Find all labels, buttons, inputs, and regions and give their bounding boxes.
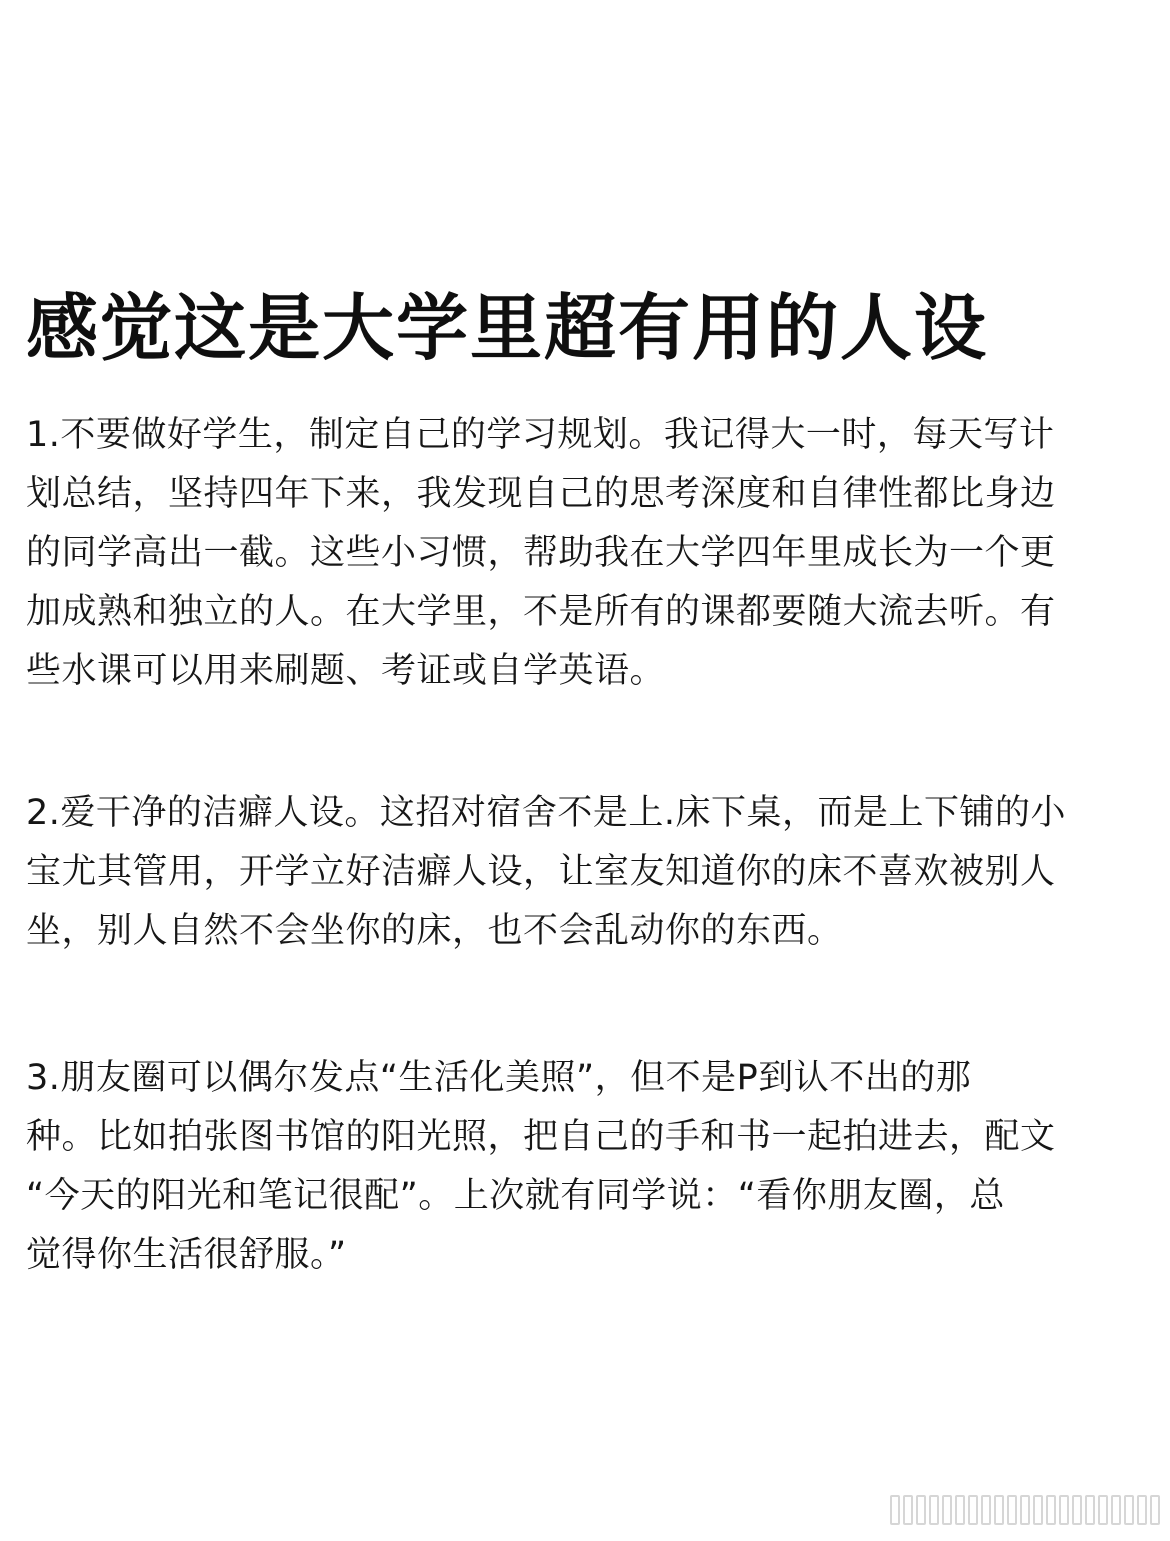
barcode-watermark-icon (890, 1497, 1160, 1525)
page-title: 感觉这是大学里超有用的人设 (26, 286, 989, 370)
paragraph-1 (26, 406, 1146, 701)
paragraph-line: 1.不要做好学生，制定自己的学习规划。我记得大一时，每天写计 (26, 415, 1055, 455)
paragraph-line: 加成熟和独立的人。在大学里，不是所有的课都要随大流去听。有 (26, 592, 1056, 632)
paragraph-3 (26, 1049, 1146, 1285)
paragraph-line: 宝尤其管用，开学立好洁癖人设，让室友知道你的床不喜欢被别人 (26, 852, 1056, 892)
paragraph-line: 2.爱干净的洁癖人设。这招对宿舍不是上.床下桌，而是上下铺的小 (26, 793, 1067, 833)
paragraph-2 (26, 784, 1146, 961)
paragraph-line: 3.朋友圈可以偶尔发点“生活化美照”，但不是P到认不出的那 (26, 1058, 972, 1098)
paragraph-line: 些水课可以用来刷题、考证或自学英语。 (26, 651, 666, 691)
paragraph-line: 的同学高出一截。这些小习惯，帮助我在大学四年里成长为一个更 (26, 533, 1056, 573)
paragraph-line: 觉得你生活很舒服。” (26, 1235, 347, 1275)
paragraph-line: 划总结，坚持四年下来，我发现自己的思考深度和自律性都比身边 (26, 474, 1056, 514)
paragraph-line: 坐，别人自然不会坐你的床，也不会乱动你的东西。 (26, 911, 843, 951)
paragraph-line: 种。比如拍张图书馆的阳光照，把自己的手和书一起拍进去，配文 (26, 1117, 1056, 1157)
paragraph-line: “今天的阳光和笔记很配”。上次就有同学说：“看你朋友圈，总 (26, 1176, 1005, 1216)
